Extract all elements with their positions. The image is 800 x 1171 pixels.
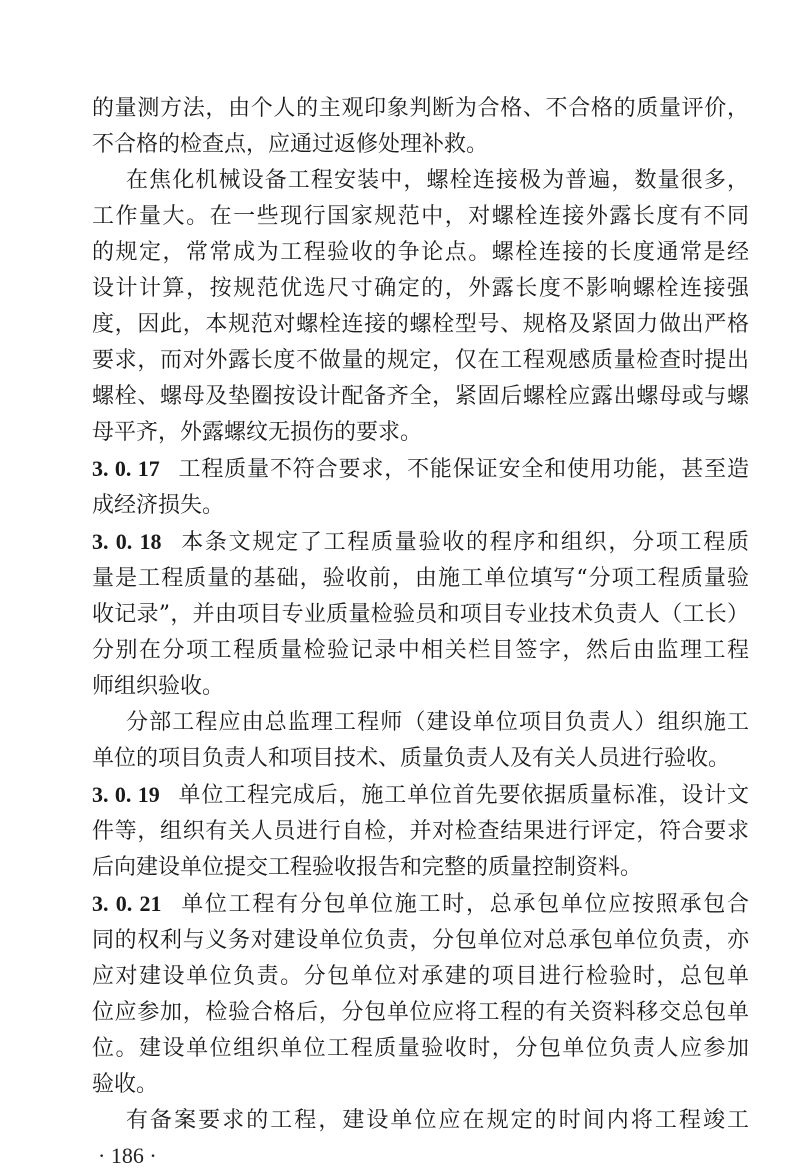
paragraph (92, 705, 749, 777)
text-line (92, 343, 749, 379)
line-text: 螺栓、螺母及垫圈按设计配备齐全，紧固后螺栓应露出螺母或与螺 (92, 384, 749, 409)
text-line (92, 488, 749, 524)
text-line (92, 850, 749, 886)
clause-paragraph (92, 777, 749, 886)
line-text: 同的权利与义务对建设单位负责，分包单位对总承包单位负责，亦 (92, 928, 749, 953)
line-text: 工程质量不符合要求，不能保证安全和使用功能，甚至造 (177, 457, 749, 482)
line-text: 师组织验收。 (92, 674, 225, 699)
clause-number: 3. 0. 18 (92, 529, 162, 554)
line-text: 的量测方法，由个人的主观印象判断为合格、不合格的质量评价， (92, 96, 749, 121)
line-text: 分别在分项工程质量检验记录中相关栏目签字，然后由监理工程 (92, 638, 749, 663)
text-line (92, 561, 749, 597)
line-text: 量是工程质量的基础，验收前，由施工单位填写“分项工程质量验 (92, 566, 749, 591)
text-line (92, 886, 749, 923)
line-text: 分部工程应由总监理工程师（建设单位项目负责人）组织施工 (126, 710, 749, 735)
line-text: 成经济损失。 (92, 493, 225, 518)
page-body (92, 91, 749, 1139)
text-line (92, 597, 749, 633)
line-text: 单位的项目负责人和项目技术、质量负责人及有关人员进行验收。 (92, 746, 731, 771)
text-line (92, 959, 749, 995)
text-line (92, 1103, 749, 1139)
clause-number: 3. 0. 19 (92, 782, 160, 807)
text-line (92, 307, 749, 343)
paragraph (92, 91, 749, 163)
line-text: 验收。 (92, 1072, 159, 1097)
text-line (92, 777, 749, 814)
line-text: 的规定，常常成为工程验收的争论点。螺栓连接的长度通常是经 (92, 240, 749, 265)
line-text: 位。建设单位组织单位工程质量验收时，分包单位负责人应参加 (92, 1036, 749, 1061)
line-text: 件等，组织有关人员进行自检，并对检查结果进行评定，符合要求 (92, 819, 749, 844)
line-text: 工作量大。在一些现行国家规范中，对螺栓连接外露长度有不同 (92, 204, 749, 229)
text-line (92, 235, 749, 271)
text-line (92, 163, 749, 199)
line-text: 位应参加，检验合格后，分包单位应将工程的有关资料移交总包单 (92, 1000, 749, 1025)
line-text: 母平齐，外露螺纹无损伤的要求。 (92, 420, 423, 445)
line-text: 在焦化机械设备工程安装中，螺栓连接极为普遍，数量很多， (126, 168, 749, 193)
text-line (92, 705, 749, 741)
text-line (92, 1031, 749, 1067)
text-line (92, 995, 749, 1031)
clause-paragraph (92, 524, 749, 705)
clause-paragraph (92, 451, 749, 524)
text-line (92, 379, 749, 415)
text-line (92, 451, 749, 488)
clause-paragraph (92, 886, 749, 1103)
paragraph (92, 1103, 749, 1139)
page-number: · 186 · (98, 1143, 157, 1168)
text-line (92, 669, 749, 705)
text-line (92, 741, 749, 777)
clause-number: 3. 0. 21 (92, 891, 162, 916)
text-line (92, 271, 749, 307)
paragraph (92, 163, 749, 451)
text-line (92, 633, 749, 669)
line-text: 设计计算，按规范优选尺寸确定的，外露长度不影响螺栓连接强 (92, 276, 749, 301)
line-text: 有备案要求的工程，建设单位应在规定的时间内将工程竣工 (126, 1108, 749, 1133)
text-line (92, 127, 749, 163)
line-text: 要求，而对外露长度不做量的规定，仅在工程观感质量检查时提出 (92, 348, 749, 373)
line-text: 单位工程有分包单位施工时，总承包单位应按照承包合 (179, 892, 749, 917)
text-line (92, 814, 749, 850)
line-text: 后向建设单位提交工程验收报告和完整的质量控制资料。 (92, 855, 643, 880)
line-text: 不合格的检查点，应通过返修处理补救。 (92, 132, 489, 157)
text-line (92, 199, 749, 235)
clause-number: 3. 0. 17 (92, 456, 160, 481)
text-line (92, 91, 749, 127)
text-line (92, 415, 749, 451)
line-text: 单位工程完成后，施工单位首先要依据质量标准，设计文 (177, 783, 749, 808)
text-line (92, 923, 749, 959)
text-line (92, 1067, 749, 1103)
line-text: 收记录”，并由项目专业质量检验员和项目专业技术负责人（工长） (92, 602, 749, 627)
line-text: 应对建设单位负责。分包单位对承建的项目进行检验时，总包单 (92, 964, 749, 989)
text-line (92, 524, 749, 561)
line-text: 度，因此，本规范对螺栓连接的螺栓型号、规格及紧固力做出严格 (92, 312, 749, 337)
line-text: 本条文规定了工程质量验收的程序和组织，分项工程质 (179, 530, 749, 555)
